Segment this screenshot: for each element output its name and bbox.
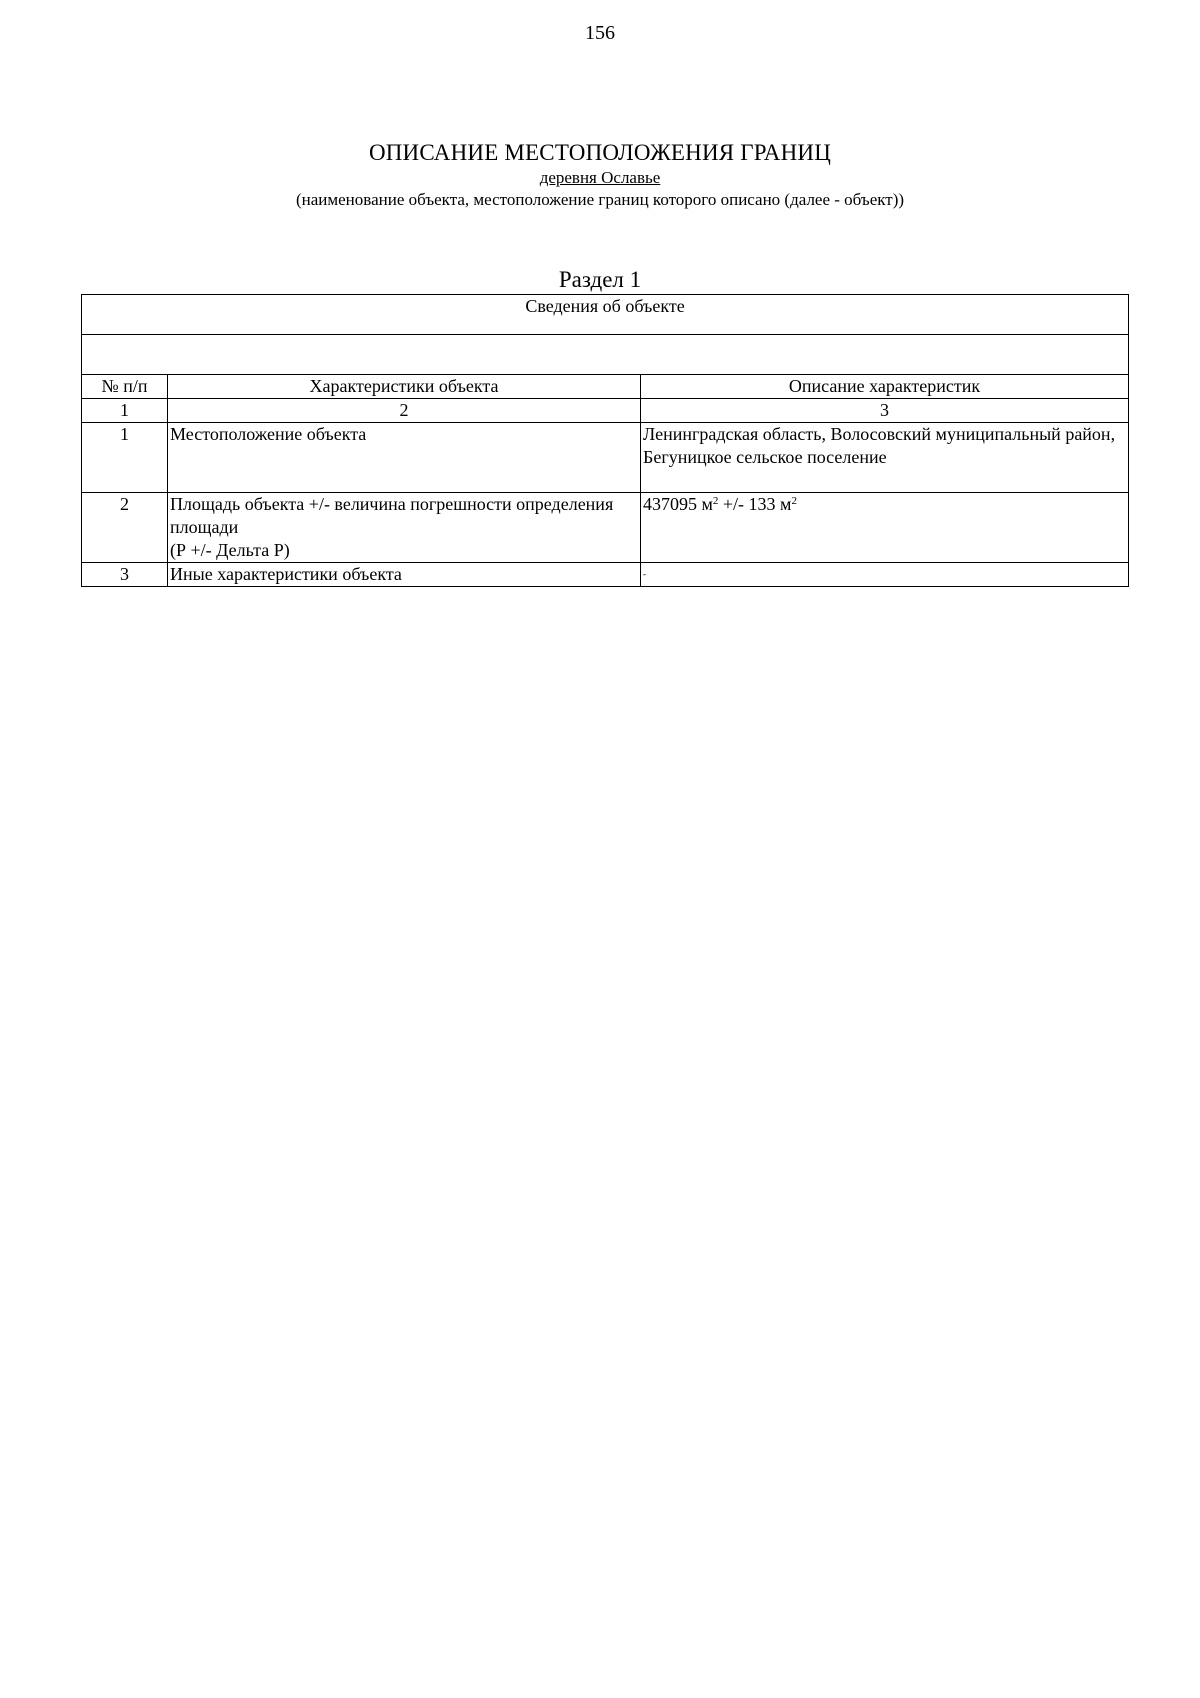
object-name-text: деревня Ославье — [539, 168, 661, 187]
row-characteristic — [168, 493, 641, 563]
tolerance-unit-exponent: 2 — [791, 495, 797, 507]
object-info-table — [81, 294, 1129, 587]
row-number: 2 — [82, 493, 168, 563]
area-value: 437095 м — [643, 494, 713, 514]
column-number-1: 1 — [82, 399, 168, 423]
row-description: Ленинградская область, Волосовский муниципальный район, Бегуницкое сельское поселение — [641, 423, 1129, 493]
column-header-num: № п/п — [82, 375, 168, 399]
row-characteristic-line: (Р +/- Дельта Р) — [170, 540, 290, 560]
area-unit-exponent: 2 — [712, 495, 719, 507]
empty-cell — [82, 335, 1129, 375]
row-number: 1 — [82, 423, 168, 493]
row-description — [641, 493, 1129, 563]
table-header: Сведения об объекте — [82, 295, 1129, 335]
row-characteristic: Местоположение объекта — [168, 423, 641, 493]
page-number: 156 — [585, 22, 615, 44]
section-title: Раздел 1 — [558, 267, 642, 292]
column-header-description: Описание характеристик — [641, 375, 1129, 399]
column-number-3: 3 — [641, 399, 1129, 423]
document-title: ОПИСАНИЕ МЕСТОПОЛОЖЕНИЯ ГРАНИЦ — [368, 140, 832, 165]
row-characteristic: Иные характеристики объекта — [168, 563, 641, 587]
column-header-row — [82, 375, 1129, 399]
column-number-2: 2 — [168, 399, 641, 423]
table-empty-row — [82, 335, 1129, 375]
object-caption: (наименование объекта, местоположение границ которого описано (далее - объект)) — [295, 190, 905, 209]
table-header-row — [82, 295, 1129, 335]
row-characteristic-line: Площадь объекта +/- величина погрешности определения площади — [170, 494, 614, 537]
table-row — [82, 423, 1129, 493]
row-description: - — [641, 563, 1129, 587]
area-tolerance: +/- 133 м — [718, 494, 792, 514]
table-row — [82, 493, 1129, 563]
table-row — [82, 563, 1129, 587]
column-header-characteristic: Характеристики объекта — [168, 375, 641, 399]
row-number: 3 — [82, 563, 168, 587]
object-name — [0, 168, 1200, 188]
column-number-row — [82, 399, 1129, 423]
